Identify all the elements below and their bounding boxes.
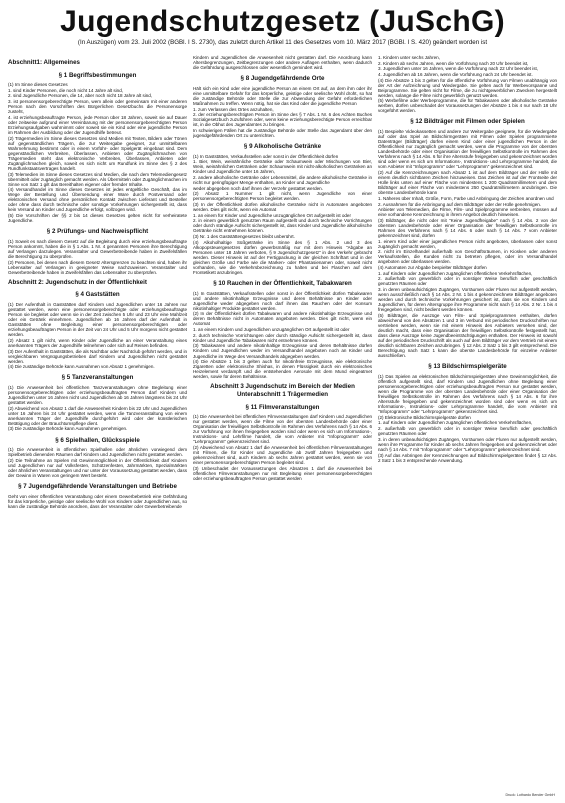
- paragraph: 1. auf Kindern oder Jugendlichen zugänglichen öffentlichen Verkehrsflächen,: [378, 270, 533, 276]
- paragraph: 2. Ausnahmen für die Anbringung auf dem Bildträger oder der Hülle genehmigen.: [378, 201, 542, 207]
- paragraph: (1) Das Spielen an elektronischen Bildschirmspielgeräten ohne Gewinnmöglichkeit, die öffentlich aufgestellt sind, darf Kindern und Jugendlichen ohne Begleitung einer personensorgeberechtigten oder erziehungsbeauftragten Person nur gestattet werden, wenn die Programme von der obersten Landesbehörde oder einer Organisation der freiwilligen Selbstkontrolle im Rahmen des Verfahrens nach § 14 Abs. 6 für ihre Altersstufe freigegeben und gekennzeichnet worden sind oder wenn es sich um Informations-, Instruktions- oder Lehrprogramme handelt, die vom Anbieter mit "Infoprogramm" oder "Lehrprogramm" gekennzeichnet sind.: [378, 373, 557, 415]
- page-title: Jugendschutzgesetz (JuSchG): [60, 5, 505, 38]
- paragraph: (3) Die zuständige Behörde kann Ausnahmen genehmigen.: [8, 426, 128, 432]
- paragraph: 1. Bier, Wein, weinähnliche Getränke oder Schaumwein oder Mischungen von Bier, Wein, weinähnlichen Getränken oder Schaumwein mit nicht-alkoholischen Getränken an Kinder und Jugendliche unter 16 Jahren,: [193, 159, 372, 175]
- paragraph: (3) Unbeschadet der Voraussetzungen des Absatzes 1 darf die Anwesenheit bei öffentlichen Filmveranstaltungen nur mit Begleitung einer personensorgeberechtigten oder erziehungsbeauftragten Person gestattet werden: [193, 465, 372, 481]
- paragraph: (1) Die Anwesenheit bei öffentlichen Filmveranstaltungen darf Kindern und Jugendlichen nur gestattet werden, wenn die Filme von der obersten Landesbehörde oder einer Organisation der freiwilligen Selbstkontrolle im Rahmen des Verfahrens nach § 14 Abs. 6 zur Vorführung vor ihnen freigegeben worden sind oder wenn es sich um Informations-, Instruktions- und Lehrfilme handelt, die vom Anbieter mit "Infoprogramm" oder "Lehrprogramm" gekennzeichnet sind.: [193, 414, 372, 445]
- paragraph: (5) Werbefilme oder Werbeprogramme, die für Tabakwaren oder alkoholische Getränke werben, dürfen unbeschadet der Voraussetzungen der Absätze 1 bis 4 nur nach 18 Uhr vorgeführt werden.: [378, 98, 557, 114]
- section-heading: § 9 Alkoholische Getränke: [243, 142, 322, 150]
- paragraph: 1. sind Kinder Personen, die noch nicht 14 Jahre alt sind,: [8, 87, 124, 93]
- paragraph: 3. Jugendlichen unter 16 Jahren, wenn die Vorführung nach 22 Uhr beendet ist,: [378, 66, 539, 72]
- paragraph: 2. außerhalb von gewerblich oder in sonstiger Weise beruflich oder geschäftlich genutzten Räumen oder: [378, 276, 557, 287]
- section-heading: § 7 Jugendgefährdende Veranstaltungen und Betriebe: [18, 482, 177, 490]
- paragraph: 1. einem Kind oder einer jugendlichen Person nicht angeboten, überlassen oder sonst zugänglich gemacht werden,: [378, 238, 557, 249]
- section-heading: § 2 Prüfungs- und Nachweispflicht: [46, 228, 149, 236]
- paragraph: 1. Kindern unter sechs Jahren,: [378, 55, 440, 60]
- paragraph: (3) Auf das Anbringen der Kennzeichnungen auf Bildschirmspielgeräten findet § 12 Abs. 2 Satz 1 bis 3 entsprechende Anwendung.: [378, 452, 557, 463]
- paragraph: (2) Auf die Kennzeichnungen nach Absatz 1 ist auf dem Bildträger und der Hülle mit einem deutlich sichtbaren Zeichen hinzuweisen. Das Zeichen ist auf der Frontseite der Hülle links unten auf einer Fläche von mindestens 1 200 Quadratmillimetern und dem Bildträger auf einer Fläche von mindestens 250 Quadratmillimetern anzubringen. Die oberste Landesbehörde kann: [378, 170, 557, 196]
- paragraph: (3) Tabakwaren und andere nikotinhaltige Erzeugnisse und deren Behältnisse dürfen Kindern und Jugendlichen weder im Versandhandel angeboten noch an Kinder und Jugendliche im Wege des Versandhandels abgegeben werden.: [193, 343, 372, 359]
- paragraph: (1) In Gaststätten, Verkaufsstellen oder sonst in der Öffentlichkeit dürfen Tabakwaren und andere nikotinhaltige Erzeugnisse und deren Behältnisse an Kinder oder Jugendliche weder abgegeben noch darf ihnen das Rauchen oder der Konsum nikotinhaltiger Produkte gestattet werden.: [193, 290, 372, 311]
- paragraph: 2. Kindern ab sechs Jahren, wenn die Vorführung nach 20 Uhr beendet ist,: [378, 60, 529, 66]
- paragraph: In schwierigen Fällen hat die zuständige Behörde oder Stelle das Jugendamt über den jugendgefährdenden Ort zu unterrichten.: [193, 127, 372, 138]
- paragraph: (3) In der Öffentlichkeit dürfen alkoholische Getränke nicht in Automaten angeboten werden. Dies gilt nicht, wenn ein Automat: [193, 201, 372, 213]
- paragraph: (4) Versandhandel im Sinne dieses Gesetzes ist jedes entgeltliche Geschäft, das im Wege der Bestellung und Übersendung einer Ware durch Postversand oder elektronischen Versand ohne persönlichen Kontakt zwischen Lieferant und Besteller oder ohne dass durch technische oder sonstige Vorkehrungen sichergestellt ist, dass kein Versand an Kinder und Jugendliche erfolgt, vollzogen wird.: [8, 187, 187, 213]
- paragraph: (2) Trägermedien im Sinne dieses Gesetzes sind Medien mit Texten, Bildern oder Tönen auf gegenständlichen Trägern, die zur Weitergabe geeignet, zur unmittelbaren Wahrnehmung bestimmt oder in einem Vorführ- oder Spielgerät eingebaut sind. Dem gegenständlichen Verbreiten, Überlassen, Anbieten oder Zugänglichmachen von Trägermedien steht das elektronische Verbreiten, Überlassen, Anbieten oder Zugänglichmachen gleich, soweit es sich nicht um Rundfunk im Sinne des § 2 des Rundfunkstaatsvertrages handelt.: [8, 135, 187, 171]
- paragraph: 3. ist personensorgeberechtigte Person, wem allein oder gemeinsam mit einer anderen Person nach den Vorschriften des Bürgerlichen Gesetzbuchs die Personensorge zusteht,: [8, 99, 187, 115]
- section-heading: § 13 Bildschirmspielgeräte: [428, 363, 507, 371]
- paragraph: Hält sich ein Kind oder eine jugendliche Person an einem Ort auf, an dem ihm oder ihr eine unmittelbare Gefahr für das körperliche, geistige oder seelische Wohl droht, so hat die zuständige Behörde oder Stelle die zur Abwendung der Gefahr erforderlichen Maßnahmen zu treffen. Wenn nötig, hat sie das Kind oder die jugendliche Person: [193, 85, 372, 106]
- paragraph: 2. andere alkoholische Getränke oder Lebensmittel, die andere alkoholische Getränke in nicht nur geringfügiger Menge enthalten, an Kinder und Jugendliche: [193, 174, 372, 185]
- paragraph: (2) Absatz 1 Nummer 1 gilt nicht, wenn Jugendliche von einer personensorgeberechtigten Person begleitet werden.: [193, 191, 372, 202]
- text-columns: [8, 55, 557, 803]
- paragraph: 2. sind Jugendliche Personen, die 14, aber noch nicht 18 Jahre alt sind,: [8, 93, 153, 99]
- paragraph: (3) Nr. 1 des Gaststättengesetzes bleibt unberührt.: [193, 234, 295, 240]
- paragraph: (3) Telemedien im Sinne dieses Gesetzes sind Medien, die nach dem Telemediengesetz übermittelt oder zugänglich gemacht werden. Als Übermitteln oder Zugänglichmachen im Sinne von Satz 1 gilt das Bereithalten eigener oder fremder Inhalte.: [8, 171, 187, 187]
- paragraph: (4) Die Absätze 1 bis 3 gelten auch für nikotinfreie Erzeugnisse, wie elektronische Zigaretten oder elektronische Shishas, in denen Flüssigkeit durch ein elektronisches Heizelement verdampft und die entstehenden Aerosole mit dem Mund eingeatmet werden, sowie für deren Behältnisse.: [193, 359, 372, 380]
- paragraph: (2) In der Öffentlichkeit dürfen Tabakwaren und andere nikotinhaltige Erzeugnisse und deren Behältnisse nicht in Automaten angeboten werden. Dies gilt nicht, wenn ein Automat: [193, 311, 372, 327]
- paragraph: (1) Bespielte Videokassetten und andere zur Weitergabe geeignete, für die Wiedergabe auf oder das Spiel an Bildschirmgeräten mit Filmen oder Spielen programmierte Datenträger (Bildträger) dürfen einem Kind oder einer jugendlichen Person in der Öffentlichkeit nur zugänglich gemacht werden, wenn die Programme von der obersten Landesbehörde oder einer Organisation der freiwilligen Selbstkontrolle im Rahmen des Verfahrens nach § 14 Abs. 6 für ihre Altersstufe freigegeben und gekennzeichnet worden sind oder wenn es sich um Informations-, Instruktions- und Lehrprogramme handelt, die vom Anbieter mit "Infoprogramm" oder "Lehrprogramm" gekennzeichnet sind.: [378, 129, 557, 170]
- paragraph: (2) Elektronische Bildschirmspielgeräte dürfen: [378, 414, 471, 420]
- paragraph: 2. außerhalb von gewerblich oder in sonstiger Weise beruflich oder geschäftlich genutzten Räumen oder: [378, 426, 557, 437]
- section-heading: § 6 Spielhallen, Glücksspiele: [55, 436, 140, 444]
- paragraph: (1) Die Anwesenheit bei öffentlichen Tanzveranstaltungen ohne Begleitung einer personensorgeberechtigten oder erziehungsbeauftragten Person darf Kindern und Jugendlichen unter 16 Jahren nicht und Jugendlichen ab 16 Jahren längstens bis 24 Uhr gestattet werden.: [8, 384, 187, 406]
- chapter-heading: Abschnitt1: Allgemeines: [8, 59, 80, 66]
- paragraph: 1. zum Verlassen des Ortes anzuhalten,: [193, 106, 274, 112]
- chapter-heading: Abschnitt 2: Jugendschutz in der Öffentlichkeit: [8, 278, 147, 286]
- section-heading: § 11 Filmveranstaltungen: [245, 403, 320, 411]
- paragraph: (5) Bildträger, die Auszüge von Film- und Spielprogrammen enthalten, dürfen abweichend von den Absätzen 1 und 3 im Verbund mit periodischen Druckschriften nur vertrieben werden, wenn sie mit einem Hinweis des Anbieters versehen sind, der deutlich macht, dass eine Organisation der freiwilligen Selbstkontrolle festgestellt hat, dass diese Auszüge keine Jugendbeeinträchtigungen enthalten. Der Hinweis ist sowohl auf der periodischen Druckschrift als auch auf dem Bildträger vor dem Vertrieb mit einem deutlich sichtbaren Zeichen anzubringen. § 12 Abs. 2 Satz 1 bis 3 gilt entsprechend. Die Berechtigung nach Satz 1 kann die oberste Landesbehörde für einzelne Anbieter ausschließen.: [378, 312, 557, 359]
- paragraph: (3) Bildträger, die nicht oder mit "Keine Jugendfreigabe" nach § 14 Abs. 2 von der obersten Landesbehörde oder einer Organisation der freiwilligen Selbstkontrolle im Rahmen des Verfahrens nach § 14 Abs. 6 oder nach § 14 Abs. 7 vom Anbieter gekennzeichnet sind, dürfen: [378, 217, 557, 238]
- paragraph: Geht von einer öffentlichen Veranstaltung oder einem Gewerbebetrieb eine Gefährdung für das körperliche, geistige oder seelische Wohl von Kindern oder Jugendlichen aus, so kann die zuständige Behörde anordnen, dass der Veranstalter oder Gewerbetreibende: [8, 493, 187, 509]
- paragraph: (3) Der Aufenthalt in Gaststätten, die als Nachtbar oder Nachtclub geführt werden, und in vergleichbaren Vergnügungsbetrieben darf Kindern und Jugendlichen nicht gestattet werden.: [8, 348, 187, 364]
- paragraph: 1. Näheres über Inhalt, Größe, Form, Farbe und Anbringung der Zeichen anordnen und: [378, 195, 554, 201]
- paragraph: (4) Automaten zur Abgabe bespielter Bildträger dürfen: [378, 265, 487, 271]
- paragraph: (4) Alkoholhaltige Süßgetränke im Sinne des § 1 Abs. 2 und 3 des Alkopopsteuergesetzes dürfen gewerbsmäßig nur mit dem Hinweis "Abgabe an Personen unter 18 Jahren verboten, § 9 Jugendschutzgesetz" in den Verkehr gebracht werden. Dieser Hinweis ist auf der Fertigpackung in der gleichen Schriftart und in der gleichen Größe und Farbe wie die Marken- oder Phantasienamen oder, soweit nicht vorhanden, wie die Verkehrsbezeichnung zu halten und bei Flaschen auf dem Frontetikett anzubringen.: [193, 239, 372, 275]
- section-heading: § 10 Rauchen in der Öffentlichkeit, Tabakwaren: [213, 280, 352, 287]
- paragraph: (4) Die zuständige Behörde kann Ausnahmen von Absatz 1 genehmigen.: [8, 364, 155, 370]
- paragraph: (1) Der Aufenthalt in Gaststätten darf Kindern und Jugendlichen unter 16 Jahren nur gestattet werden, wenn eine personensorgeberechtigte oder erziehungsbeauftragte Person sie begleitet oder wenn sie in der Zeit zwischen 5 Uhr und 23 Uhr eine Mahlzeit oder ein Getränk einnehmen. Jugendlichen ab 16 Jahren darf der Aufenthalt in Gaststätten ohne Begleitung einer personensorgeberechtigten oder erziehungsbeauftragten Person in der Zeit von 24 Uhr und 5 Uhr morgens nicht gestattet werden.: [8, 301, 187, 338]
- paragraph: (4) Die Absätze 1 bis 3 gelten für die öffentliche Vorführung von Filmen unabhängig von der Art der Aufzeichnung und Wiedergabe. Sie gelten auch für Werbevorspanne und Beiprogramme. Sie gelten nicht für Filme, die zu nichtgewerblichen Zwecken hergestellt werden, solange die Filme nicht gewerblich genutzt werden.: [378, 77, 557, 98]
- paragraph: 2. nicht im Einzelhandel außerhalb von Geschäftsräumen, in Kiosken oder anderen Verkaufsstellen, die Kunden nicht zu betreten pflegen, oder im Versandhandel angeboten oder überlassen werden.: [378, 249, 557, 265]
- page-subtitle: (In Auszügen) vom 23. Juli 2002 (BGBl. I S. 2730), das zuletzt durch Artikel 11 des Gesetzes vom 10. März 2017 (BGBl. I S. 420) geändert worden ist: [77, 39, 488, 46]
- paragraph: Anbieter von Telemedien, die Filme, Film- und Spielprogramme verbreiten, müssen auf eine vorhandene Kennzeichnung in ihrem Angebot deutlich hinweisen.: [378, 207, 557, 218]
- paragraph: 4. Jugendlichen ab 16 Jahren, wenn die Vorführung nach 24 Uhr beendet ist.: [378, 71, 533, 77]
- chapter-heading: Abschnitt 3 Jugendschutz im Bereich der Medien Unterabschnitt 1 Trägermedien: [210, 383, 355, 398]
- paragraph: (1) Im Sinne dieses Gesetzes: [8, 82, 68, 88]
- paragraph: Kindern und Jugendlichen die Anwesenheit nicht gestatten darf. Die Anordnung kann Altersbegrenzungen, Zeitbegrenzungen oder andere Auflagen enthalten, wenn dadurch die Gefährdung ausgeschlossen oder wesentlich gemindert wird.: [193, 55, 372, 71]
- printer-credit: Druck: Lothardo Bender GmbH: [505, 793, 555, 797]
- section-heading: § 8 Jugendgefährdende Orte: [240, 75, 325, 83]
- paragraph: (1) Soweit es nach diesem Gesetz auf die Begleitung durch eine erziehungsbeauftragte Person ankommt, haben die in § 1 Abs. 1 Nr. 4 genannten Personen ihre Berechtigung auf Verlangen darzulegen. Veranstalter und Gewerbetreibende haben in Zweifelsfällen die Berechtigung zu überprüfen.: [8, 238, 187, 259]
- section-heading: § 5 Tanzveranstaltungen: [61, 374, 134, 382]
- paragraph: 1. an einem Kindern und Jugendlichen unzugänglichen Ort aufgestellt ist oder: [193, 327, 350, 333]
- text-column-2: [193, 55, 372, 803]
- paragraph: (2) Die Teilnahme an Spielen mit Gewinnmöglichkeit in der Öffentlichkeit darf Kindern und Jugendlichen nur auf Volksfesten, Schützenfesten, Jahrmärkten, Spezialmärkten oder ähnlichen Veranstaltungen und nur unter der Voraussetzung gestattet werden, dass der Gewinn in Waren von geringem Wert besteht.: [8, 457, 187, 478]
- paragraph: 2. durch technische Vorrichtungen oder durch ständige Aufsicht sichergestellt ist, dass Kinder und Jugendliche Tabakwaren nicht entnehmen können.: [193, 332, 372, 343]
- paragraph: (2) Abweichend von Absatz 1 darf die Anwesenheit Kindern bis 22 Uhr und Jugendlichen unter 16 Jahren bis 24 Uhr gestattet werden, wenn die Tanzveranstaltung von einem anerkannten Träger der Jugendhilfe durchgeführt wird oder der künstlerischen Betätigung oder der Brauchtumspflege dient.: [8, 405, 187, 426]
- paragraph: (2) Personen, bei denen nach diesem Gesetz Altersgrenzen zu beachten sind, haben ihr Lebensalter auf Verlangen in geeigneter Weise nachzuweisen. Veranstalter und Gewerbetreibende haben in Zweifelsfällen das Lebensalter zu überprüfen.: [8, 259, 187, 275]
- section-heading: § 4 Gaststätten: [75, 291, 120, 299]
- paragraph: 1. auf Kindern oder Jugendlichen zugänglichen öffentlichen Verkehrsflächen,: [378, 420, 533, 426]
- section-heading: § 1 Begriffsbestimmungen: [58, 71, 137, 79]
- paragraph: (2) Absatz 1 gilt nicht, wenn Kinder oder Jugendliche an einer Veranstaltung eines anerkannten Trägers der Jugendhilfe teilnehmen oder sich auf Reisen befinden.: [8, 337, 187, 348]
- paragraph: 3. in deren unbeaufsichtigten Zugängen, Vorräumen oder Fluren nur aufgestellt werden, wenn ausschließlich nach § 14 Abs. 2 Nr. 1 bis 4 gekennzeichnete Bildträger angeboten werden und durch technische Vorkehrungen gesichert ist, dass sie von Kindern und Jugendlichen, für deren Altersgruppe ihre Programme nicht nach § 14 Abs. 2 Nr. 1 bis 4 freigegeben sind, nicht bedient werden können.: [378, 287, 557, 313]
- paragraph: (1) In Gaststätten, Verkaufsstellen oder sonst in der Öffentlichkeit dürfen: [193, 153, 339, 159]
- paragraph: 4. ist erziehungsbeauftragte Person, jede Person über 18 Jahren, soweit sie auf Dauer oder zeitweise aufgrund einer Vereinbarung mit der personensorgeberechtigten Person Erziehungsaufgaben wahrnimmt oder soweit sie ein Kind oder eine jugendliche Person im Rahmen der Ausbildung oder der Jugendhilfe betreut.: [8, 114, 187, 135]
- paragraph: (5) Die Vorschriften der §§ 2 bis 14 dieses Gesetzes gelten nicht für verheiratete Jugendliche.: [8, 213, 187, 224]
- paragraph: 1. an einem für Kinder und Jugendliche unzugänglichen Ort aufgestellt ist oder: [193, 212, 351, 218]
- paragraph: 2. der erziehungsberechtigten Person im Sinne des § 7 Abs. 1 Nr. 6 des Achten Buches Sozialgesetzbuch zuzuführen oder, wenn keine erziehungsberechtigte Person erreichbar ist, in die Obhut des Jugendamtes zu bringen.: [193, 112, 372, 128]
- text-column-1: [8, 55, 187, 803]
- paragraph: weder abgegeben noch darf ihnen der Verzehr gestattet werden.: [193, 185, 323, 191]
- text-column-3: [378, 55, 557, 803]
- paragraph: (1) Die Anwesenheit in öffentlichen Spielhallen oder ähnlichen vorwiegend dem Spielbetrieb dienenden Räumen darf Kindern und Jugendlichen nicht gestattet werden.: [8, 447, 187, 458]
- section-heading: § 12 Bildträger mit Filmen oder Spielen: [410, 118, 525, 126]
- paragraph: 2. in einem gewerblich genutzten Raum aufgestellt und durch technische Vorrichtungen oder durch ständige Aufsicht sichergestellt ist, dass Kinder und Jugendliche alkoholische Getränke nicht entnehmen können.: [193, 218, 372, 234]
- paragraph: 3. in deren unbeaufsichtigten Zugängen, Vorräumen oder Fluren nur aufgestellt werden, wenn ihre Programme für Kinder ab sechs Jahren freigegeben und gekennzeichnet oder nach § 14 Abs. 7 mit "Infoprogramm" oder "Lehrprogramm" gekennzeichnet sind.: [378, 436, 557, 452]
- paragraph: (2) Abweichend von Absatz 1 darf die Anwesenheit bei öffentlichen Filmveranstaltungen mit Filmen, die für Kinder und Jugendliche ab zwölf Jahren freigegeben und gekennzeichnet sind, auch Kindern ab sechs Jahren gestattet werden, wenn sie von einer personensorgeberechtigten Person begleitet sind.: [193, 445, 372, 466]
